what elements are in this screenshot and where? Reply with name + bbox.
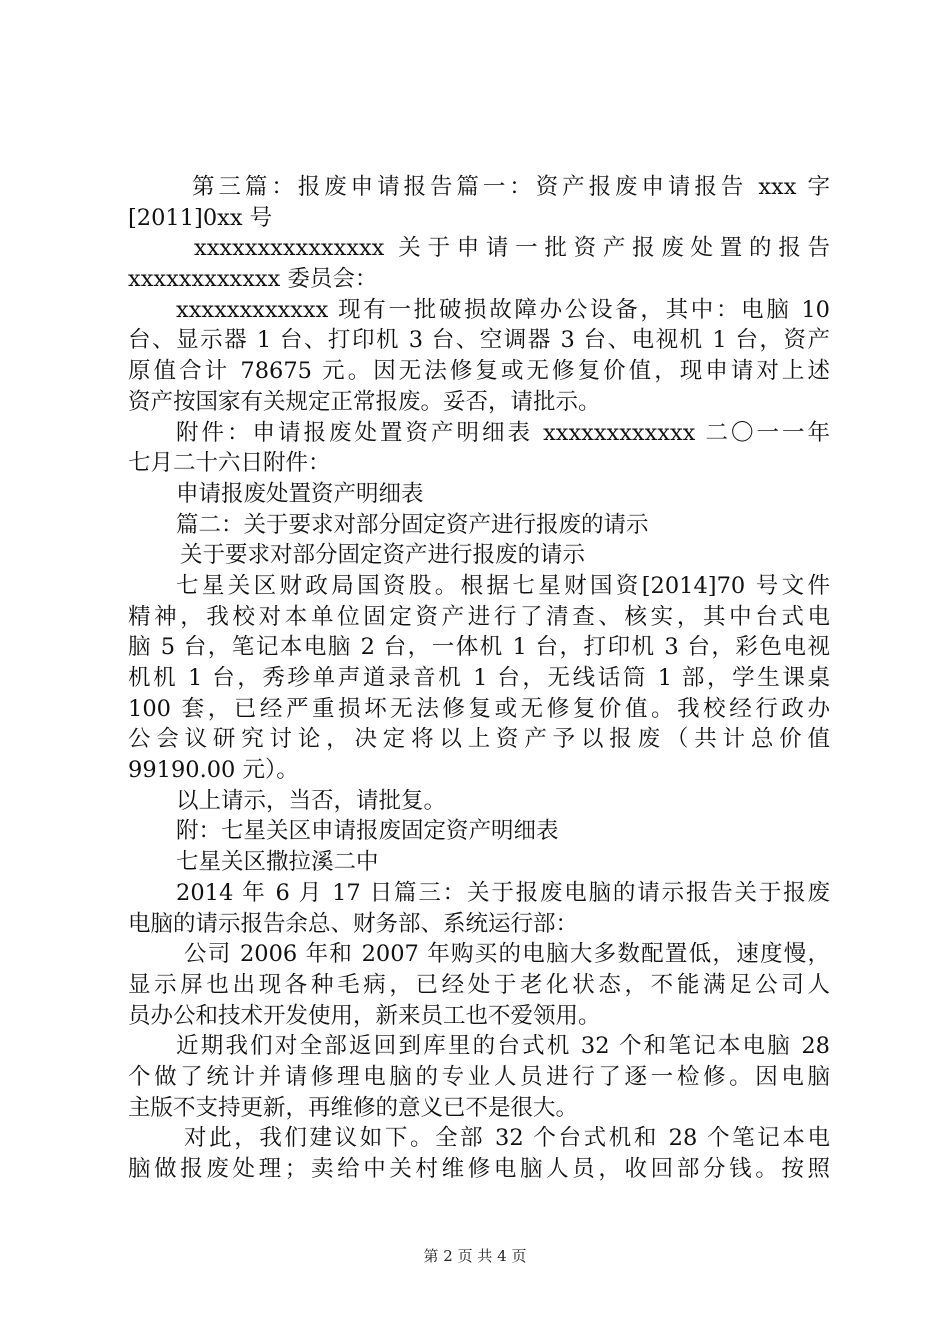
text-line: 员办公和技术开发使用，新来员工也不爱领用。 — [128, 1002, 601, 1029]
text-line: 篇二：关于要求对部分固定资产进行报废的请示 — [176, 511, 649, 538]
text-line: 七星关区撒拉溪二中 — [176, 849, 379, 876]
text-line: [2011]0xx 号 — [128, 204, 273, 231]
text-line: 公会议研究讨论，决定将以上资产予以报废（共计总价值 — [128, 726, 830, 753]
page-footer: 第 2 页 共 4 页 — [423, 1247, 527, 1265]
text-line: 资产按国家有关规定正常报废。妥否，请批示。 — [128, 388, 601, 415]
text-line: 主版不支持更新，再维修的意义已不是很大。 — [128, 1094, 579, 1121]
text-line: 原值合计 78675 元。因无法修复或无修复价值，现申请对上述 — [128, 358, 830, 385]
text-line: 2014 年 6 月 17 日篇三：关于报废电脑的请示报告关于报废 — [176, 879, 830, 906]
text-line: 100 套，已经严重损坏无法修复或无修复价值。我校经行政办 — [128, 695, 830, 722]
text-line: 申请报废处置资产明细表 — [176, 480, 424, 507]
text-line: 个做了统计并请修理电脑的专业人员进行了逐一检修。因电脑 — [128, 1063, 830, 1090]
text-line: 附：七星关区申请报废固定资产明细表 — [176, 818, 559, 845]
text-line: xxxxxxxxxxxx 现有一批破损故障办公设备，其中：电脑 10 — [176, 296, 830, 323]
text-line: 近期我们对全部返回到库里的台式机 32 个和笔记本电脑 28 — [176, 1033, 830, 1060]
text-line: 脑做报废处理；卖给中关村维修电脑人员，收回部分钱。按照 — [128, 1156, 830, 1182]
text-line: 99190.00 元）。 — [128, 757, 299, 784]
text-line: 附件：申请报废处置资产明细表 xxxxxxxxxxxx 二〇一一年 — [176, 419, 830, 446]
text-line: xxxxxxxxxxxxxxx 关于申请一批资产报废处置的报告 — [194, 235, 830, 262]
text-line: 第三篇：报废申请报告篇一：资产报废申请报告 xxx 字 — [192, 174, 830, 200]
text-line: xxxxxxxxxxxx 委员会： — [128, 266, 378, 293]
text-line: 脑 5 台，笔记本电脑 2 台，一体机 1 台，打印机 3 台，彩色电视 — [128, 634, 830, 661]
text-line: 关于要求对部分固定资产进行报废的请示 — [180, 542, 586, 569]
text-line: 对此，我们建议如下。全部 32 个台式机和 28 个笔记本电 — [184, 1125, 830, 1152]
text-line: 以上请示，当否，请批复。 — [176, 787, 447, 814]
text-line: 七月二十六日附件： — [128, 450, 331, 477]
text-line: 电脑的请示报告余总、财务部、系统运行部： — [128, 910, 579, 937]
text-line: 七星关区财政局国资股。根据七星财国资[2014]70 号文件 — [176, 572, 830, 599]
text-line: 台、显示器 1 台、打印机 3 台、空调器 3 台、电视机 1 台，资产 — [128, 327, 830, 354]
text-line: 显示屏也出现各种毛病，已经处于老化状态，不能满足公司人 — [128, 971, 830, 998]
document-body — [128, 172, 830, 1185]
text-line: 机机 1 台，秀珍单声道录音机 1 台，无线话筒 1 部，学生课桌 — [128, 665, 830, 691]
text-line: 精神，我校对本单位固定资产进行了清查、核实，其中台式电 — [128, 603, 830, 630]
text-line: 公司 2006 年和 2007 年购买的电脑大多数配置低，速度慢， — [184, 941, 830, 968]
